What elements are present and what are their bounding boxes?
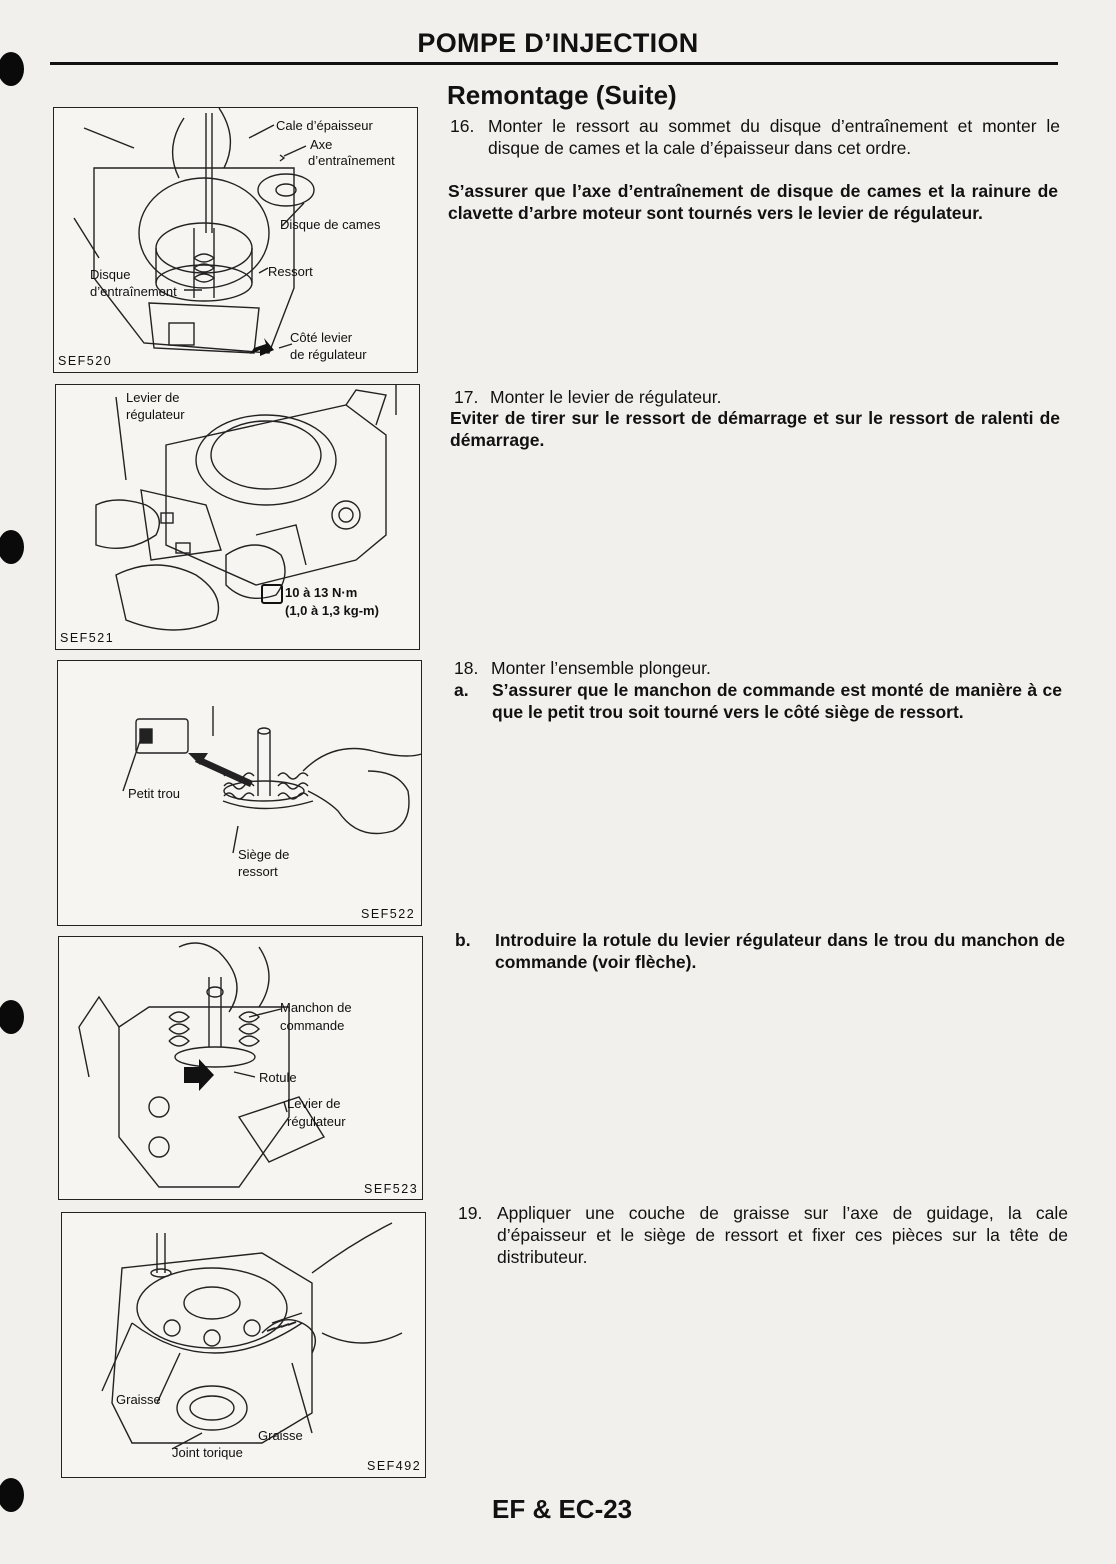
label-de-regulateur: de régulateur — [290, 347, 367, 362]
label-cote-levier: Côté levier — [290, 330, 353, 345]
step-number: 17. — [454, 387, 479, 407]
drive-disc-illustration — [54, 108, 417, 372]
label-axe-entrainement: d’entraînement — [308, 153, 395, 168]
label-levier-de: Levier de — [126, 390, 180, 405]
label-graisse: Graisse — [116, 1392, 161, 1407]
label-ressort: Ressort — [268, 264, 313, 279]
label-disque: Disque — [90, 267, 131, 282]
label-disque-cames: Disque de cames — [280, 217, 381, 232]
torque-value: 10 à 13 N·m — [285, 585, 358, 600]
binder-hole — [0, 1000, 24, 1034]
label-disque-entrainement: d’entraînement — [90, 284, 177, 299]
step-16-note: S’assurer que l’axe d’entraînement de disque de cames et la rainure de clavette d’arbre moteur sont tournés vers le levier de régulateur. — [448, 181, 1058, 223]
binder-hole — [0, 1478, 24, 1512]
label-manchon-de: Manchon de — [280, 1000, 352, 1015]
figure-sef522 — [57, 660, 422, 926]
page-header-title: POMPE D’INJECTION — [417, 28, 699, 58]
torque-wrench-icon — [261, 584, 283, 604]
header-rule — [50, 62, 1058, 65]
label-axe: Axe — [310, 137, 333, 152]
step-number: 19. — [458, 1203, 483, 1223]
distributor-head-illustration — [62, 1213, 425, 1477]
figure-code: SEF522 — [361, 907, 416, 921]
step-18b — [455, 929, 1065, 973]
label-levier-de: Levier de — [287, 1096, 341, 1111]
plunger-assembly-illustration — [58, 661, 421, 925]
step-number: 18. — [454, 658, 479, 678]
step-18a — [454, 679, 1062, 723]
label-rotule: Rotule — [259, 1070, 297, 1085]
substep-text: Introduire la rotule du levier régulateur dans le trou du manchon de commande (voir flèche). — [495, 930, 1065, 972]
step-text: Appliquer une couche de graisse sur l’axe de guidage, la cale d’épaisseur et le siège de ressort et fixer ces pièces sur la tête de distributeur. — [497, 1203, 1068, 1267]
figure-code: SEF520 — [58, 354, 113, 368]
figure-sef492 — [61, 1212, 426, 1478]
label-regulateur: régulateur — [126, 407, 185, 422]
figure-sef523 — [58, 936, 423, 1200]
label-commande: commande — [280, 1018, 345, 1033]
label-siege-de: Siège de — [238, 847, 290, 862]
label-petit-trou: Petit trou — [128, 786, 181, 801]
substep-text: S’assurer que le manchon de commande est monté de manière à ce que le petit trou soit tourné vers le côté siège de ressort. — [492, 680, 1062, 722]
figure-code: SEF492 — [367, 1459, 422, 1473]
figure-sef520 — [53, 107, 418, 373]
substep-letter: a. — [454, 680, 469, 700]
figure-code: SEF523 — [364, 1182, 419, 1196]
torque-value-kgm: (1,0 à 1,3 kg-m) — [285, 603, 379, 618]
step-18 — [454, 657, 1060, 679]
step-text: Monter le ressort au sommet du disque d’entraînement et monter le disque de cames et la cale d’épaisseur dans cet ordre. — [488, 116, 1060, 158]
figure-code: SEF521 — [60, 631, 115, 645]
binder-hole — [0, 530, 24, 564]
figure-sef521 — [55, 384, 420, 650]
step-text: Monter le levier de régulateur. — [490, 387, 722, 407]
step-17 — [454, 386, 1060, 408]
label-regulateur: régulateur — [287, 1114, 346, 1129]
label-cale-epaisseur: Cale d’épaisseur — [276, 118, 373, 133]
control-sleeve-illustration — [59, 937, 422, 1199]
step-16 — [450, 115, 1060, 159]
section-title: Remontage (Suite) — [447, 80, 677, 110]
label-ressort: ressort — [238, 864, 278, 879]
step-17-note: Eviter de tirer sur le ressort de démarrage et sur le ressort de ralenti de démarrage. — [450, 408, 1060, 450]
substep-letter: b. — [455, 930, 471, 950]
label-joint-torique: Joint torique — [172, 1445, 243, 1460]
step-number: 16. — [450, 116, 475, 136]
label-graisse-2: Graisse — [258, 1428, 303, 1443]
page-footer: EF & EC-23 — [492, 1494, 633, 1524]
step-19 — [458, 1202, 1068, 1268]
step-text: Monter l’ensemble plongeur. — [491, 658, 711, 678]
